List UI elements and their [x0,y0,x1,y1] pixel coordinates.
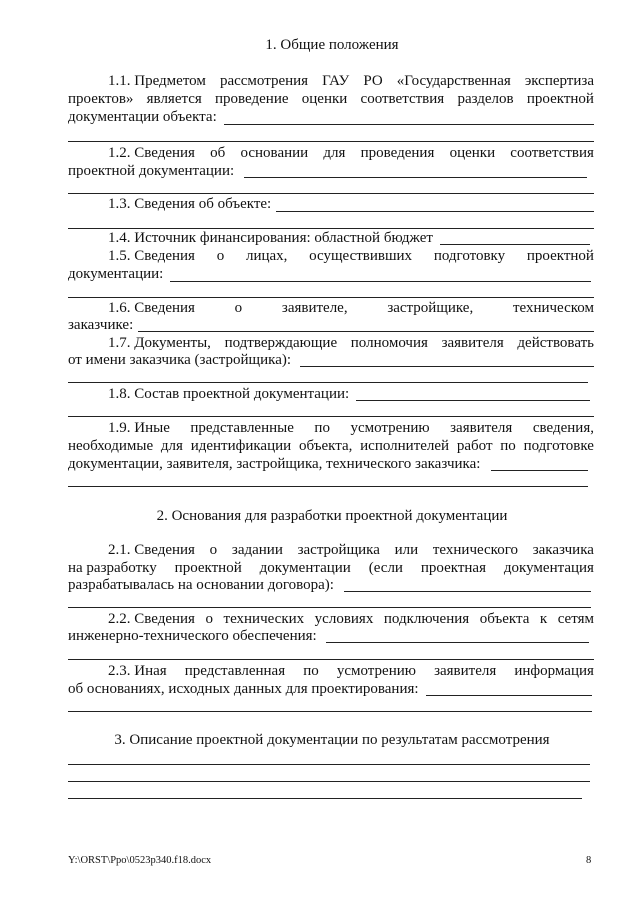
fill-line[interactable] [356,400,590,401]
fill-line[interactable] [300,366,594,367]
fill-line[interactable] [68,416,594,417]
word: проведения [360,145,435,161]
p1-9-line2 [68,438,594,455]
p1-6-line2: заказчике: [68,317,134,333]
p1-5-line2: документации: [68,266,164,282]
p2-3-line2: об основаниях, исходных данных для проектирования: [68,681,419,697]
p1-8: 1.8. Состав проектной документации: [108,386,350,402]
word: заявителя [450,420,513,436]
fill-line[interactable] [68,193,594,194]
word: о [234,300,243,316]
footer-file-path: Y:\ORST\Ppo\0523p340.f18.docx [68,855,212,866]
word: задании [231,542,283,558]
word: заявителя [434,663,497,679]
word: экспертиза [524,73,594,89]
word: проектной [526,91,594,107]
word: рассмотрения [219,73,309,89]
p1-5-line1 [108,248,594,265]
p1-4: 1.4. Источник финансирования: областной бюджет [108,230,433,246]
fill-line[interactable] [68,297,594,298]
fill-line[interactable] [68,228,594,229]
fill-line[interactable] [224,124,594,125]
word: по [314,420,330,436]
p2-1-line1 [108,542,594,559]
fill-line[interactable] [170,281,591,282]
fill-line[interactable] [68,659,594,660]
word: условиях [314,611,374,627]
word: 1.7. Документы, [108,335,211,351]
fill-line[interactable] [276,211,594,212]
word: для [160,438,183,454]
word: по [500,438,516,454]
word: 1.1. Предметом [108,73,206,89]
section-3-title: 3. Описание проектной документации по результатам рассмотрения [114,732,550,748]
p1-9-line3: документации, заявителя, застройщика, технического заказчика: [68,456,481,472]
p1-1-line1 [108,73,594,90]
footer-page-number: 8 [586,855,592,866]
word: подключения [383,611,470,627]
word: подготовку [433,248,506,264]
word: оценки [301,91,348,107]
fill-line[interactable] [491,470,588,471]
fill-line[interactable] [68,781,590,782]
word: идентификации [190,438,292,454]
word: технических [223,611,305,627]
word: к [539,611,548,627]
word: является [146,91,202,107]
word: разделов [457,91,514,107]
fill-line[interactable] [426,695,592,696]
p2-2-line1 [108,611,594,628]
word: застройщике, [387,300,474,316]
word: 2.3. Иная [108,663,167,679]
word: заявителя [441,335,504,351]
word: сведения, [532,420,594,436]
word: осуществивших [309,248,413,264]
word: проектная [420,560,486,576]
fill-line[interactable] [68,607,591,608]
word: проектов» [68,91,134,107]
section-1-title: 1. Общие положения [265,37,399,53]
word: соответствия [360,91,445,107]
word: по [303,663,319,679]
p1-1-line2 [68,91,594,108]
word: проектной [526,248,594,264]
word: проектной [174,560,242,576]
p1-9-line1 [108,420,594,437]
word: для [323,145,346,161]
word: представленные [190,420,294,436]
word: техническом [512,300,594,316]
fill-line[interactable] [68,382,588,383]
word: проведение [215,91,289,107]
word: застройщика [297,542,380,558]
word: основании [240,145,309,161]
word: исполнителей [360,438,450,454]
word: информация [514,663,594,679]
word: заказчика [532,542,594,558]
fill-line[interactable] [326,642,589,643]
word: или [394,542,419,558]
word: о [216,248,225,264]
word: усмотрению [336,663,416,679]
word: подтверждающие [224,335,338,351]
fill-line[interactable] [138,331,594,332]
word: лицах, [245,248,288,264]
word: о [209,542,218,558]
word: на разработку [68,560,157,576]
p2-2-line2: инженерно-технического обеспечения: [68,628,317,644]
word: подготовке [523,438,594,454]
word: 1.2. Сведения [108,145,195,161]
word: 2.1. Сведения [108,542,195,558]
word: ГАУ [322,73,350,89]
word: действовать [517,335,594,351]
word: РО [363,73,383,89]
word: представленная [184,663,286,679]
word: работ [456,438,493,454]
p1-2-line1 [108,145,594,162]
p2-1-line2 [68,560,594,577]
word: заявителе, [281,300,348,316]
fill-line[interactable] [344,591,591,592]
word: документации [259,560,351,576]
word: полномочия [350,335,428,351]
word: технического [432,542,518,558]
fill-line[interactable] [68,486,588,487]
section-2-title: 2. Основания для разработки проектной документации [156,508,508,524]
p1-7-line1 [108,335,594,352]
fill-line[interactable] [68,711,592,712]
word: усмотрению [350,420,430,436]
word: (если [368,560,403,576]
p2-1-line3: разрабатывалась на основании договора): [68,577,334,593]
word: объекта [479,611,530,627]
fill-line[interactable] [440,244,590,245]
word: 1.9. Иные [108,420,170,436]
word: об [210,145,226,161]
word: 1.5. Сведения [108,248,195,264]
fill-line[interactable] [68,141,594,142]
p1-1-line3: документации объекта: [68,109,217,125]
word: 1.6. Сведения [108,300,195,316]
word: «Государственная [396,73,511,89]
fill-line[interactable] [68,764,590,765]
word: соответствия [510,145,594,161]
word: необходимые [68,438,154,454]
word: сетям [557,611,594,627]
word: оценки [449,145,496,161]
word: 2.2. Сведения [108,611,195,627]
p1-3: 1.3. Сведения об объекте: [108,196,272,212]
p2-3-line1 [108,663,594,680]
word: объекта, [298,438,353,454]
p1-6-line1 [108,300,594,317]
word: документация [503,560,594,576]
p1-2-line2: проектной документации: [68,163,235,179]
fill-line[interactable] [244,177,587,178]
word: о [205,611,213,627]
fill-line[interactable] [68,798,582,799]
p1-7-line2: от имени заказчика (застройщика): [68,352,292,368]
